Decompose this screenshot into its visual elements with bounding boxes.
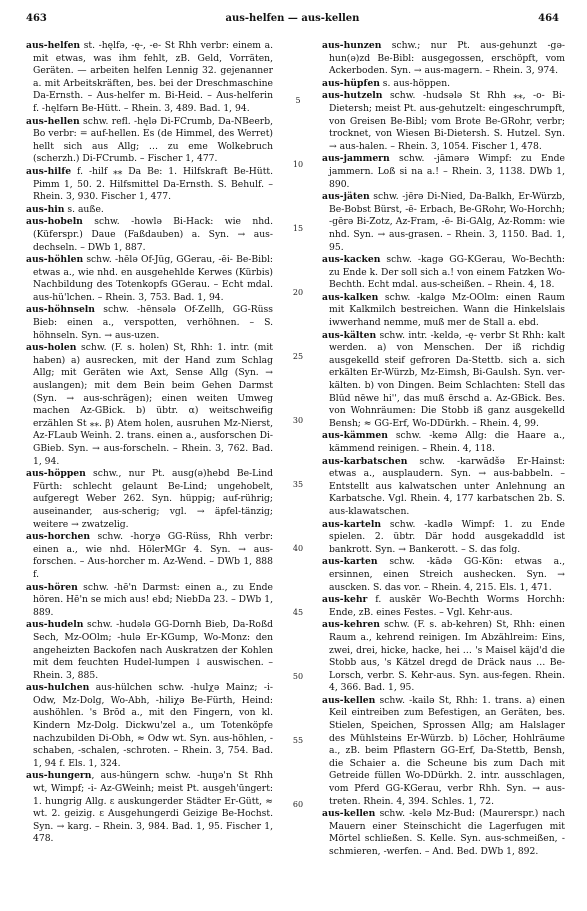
entry-body: schw. -kemə Allg: die Haare a., kämmend reinigen. – Rhein. 4, 118. [329, 430, 565, 454]
entry-body: schw. -kadlə Wimpf: 1. zu Ende spielen. 2. übtr. Där hodd ausgekaddld ist bankrott. Syn. → Bankerott. – S. das folg. [329, 518, 565, 555]
entry-headword: aus-jammern [322, 153, 390, 165]
dictionary-entry [26, 40, 273, 116]
entry-body: schw.; nur Pt. aus-gehunzt -gə-hun(ə)zd Be-Bibl: ausgegossen, erschöpft, vom Ackerboden. Syn. → aus-magern. – Rhein. 3, 974. [329, 40, 565, 77]
line-number: 60 [292, 800, 304, 809]
entry-headword: aus-höhlen [26, 254, 84, 266]
dictionary-entry [26, 342, 273, 468]
entry-headword: aus-hutzeln [322, 90, 383, 102]
entry-body: schw. (F. s. ab-kehren) St, Rhh: einen Raum a., kehrend reinigen. Im Abzählreim: Eins, zwei, drei, hicke, hacke, hei … 's Maisel käjd'd die Stobb aus, 's Kätzel dregd de Dräck naus … Be-Lorsch, verbr. S. Kehr-aus. Syn. aus-fegen. Rhein. 4, 366. Bad. 1, 95. [329, 619, 565, 694]
entry-headword: aus-hellen [26, 115, 80, 127]
line-number: 55 [292, 736, 304, 745]
entry-body: schw. -kagə GG-KGerau, Wo-Bechth: zu Ende k. Der soll sich a.! von einem Fatzken Wo-Bechth. Echt mdal. aus-scheißen. – Rhein. 4, 18. [329, 254, 565, 291]
entry-body: schw. -howlə Bi-Hack: wie nhd. (Küferspr.) Daue (Faßdauben) a. Syn. → aus-dechseln. – DWb 1, 887. [33, 216, 273, 253]
page-number-right: 464 [538, 13, 559, 24]
line-number: 25 [292, 352, 304, 361]
entry-headword: aus-karteln [322, 518, 382, 530]
entry-body: schw. -hēnsələ Of-Zellh, GG-Rüss Bieb: einen a., verspotten, verhöhnen. – S. höhnseln. Syn. → aus-uzen. [33, 304, 273, 341]
dictionary-entry [26, 582, 273, 620]
dictionary-entry [322, 153, 565, 191]
entry-headword: aus-hüpfen [322, 77, 380, 89]
entry-headword: aus-höhnseln [26, 304, 95, 316]
entry-headword: aus-kehr [322, 594, 368, 606]
page-header [26, 12, 559, 26]
entry-body: schw. -kalgə Mz-OOlm: einen Raum mit Kalkmilch bestreichen. Wann die Hinkelslais iwwerhand nemme, muß mer de Stall a. ebd. [329, 291, 565, 329]
dictionary-entry [26, 770, 273, 846]
dictionary-entry [322, 519, 565, 557]
entry-headword: aus-helfen [26, 40, 81, 51]
entry-body: schw. -hudələ GG-Dornh Bieb, Da-Roßd Sech, Mz-OOlm; -hulə Er-KGump, Wo-Monz: den angeheizten Backofen nach Auskratzen der Kohlen mit dem feuchten Hudel-lumpen ↓ auswischen. – Rhein. 3, 885. [33, 619, 273, 681]
dictionary-entry [26, 619, 273, 682]
entry-body: aus-hülchen schw. -hulχə Mainz; -i- Odw, Mz-Dolg, Wo-Abh, -hiliχə Be-Fürth, Heind: aushöhlen. 's Brōd a., mit den Fingern, von kl. Kindern Mz-Dolg. Dickwu'zel a., um Totenköpfe nachzubilden Di-Obh, ≈ Odw wt. Syn. aus-höhlen, -schaben, -schalen, -schroten. – Rhein. 3, 754. Bad. 1, 94 f. Els. 1, 324. [33, 682, 273, 769]
entry-body: , aus-hüngern schw. -huŋə'n St Rhh wt, Wimpf; -i- Az-GWeinh; meist Pt. ausgeh'ūngert: 1. hungrig Allg. ε auskungerder Städter Er-Gütt, ≈ wt. 2. geizig. ε Ausgehungerdi Geizige Be-Hochst. Syn. → karg. – Rhein. 3, 984. Bad. 1, 95. Fischer 1, 478. [33, 770, 273, 845]
entry-body: schw. -horχə GG-Rüss, Rhh verbr: einen a., wie nhd. HölerMGr 4. Syn. → aus-forschen. – Aus-horcher m. Az-Wend. – DWb 1, 888 f. [33, 531, 273, 580]
entry-body: schw. -kādə GG-Kön: etwas a., ersinnen, einen Streich aushecken. Syn. → auscken. S. das vor. – Rhein. 4, 215. Els. 1, 471. [329, 556, 565, 593]
entry-headword: aus-kellen [322, 694, 376, 706]
entry-headword: aus-kälten [322, 329, 377, 341]
entry-body: schw. intr. -keldə, -ę- verbr St Rhh: kalt werden. a) von Menschen. Der iß richdig ausgekelld steif gefroren Da-Stettb. sich a. sich erkälten Er-Würzb, Mz-Eimsh, Bi-Gaulsh. Syn. ver-kälten. b) von Dingen. Beim Schlachten: Stell das Blūd nēwe hi'', das muß ērschd a. Az-GBick. Bes. von Wohnräumen: Die Stobb iß ganz ausgekelld Bensh; ≈ GG-Erf, Wo-DDürkh. – Rhein. 4, 99. [329, 329, 565, 429]
entry-body: schw. -kelə Mz-Bud: (Maurerspr.) nach Mauern einer Steinschicht die Lagerfugen mit Mörtel schließen. S. Kelle. Syn. aus-schmeißen, -schmieren, -werfen. – And. Bed. DWb 1, 892. [329, 808, 565, 857]
entry-headword: aus-kehren [322, 619, 380, 631]
dictionary-entry [322, 695, 565, 808]
dictionary-entry [322, 90, 565, 153]
dictionary-entry [322, 556, 565, 594]
entry-body: schw. -karwādšə Er-Hainst: etwas a., ausplaudern. Syn. → aus-babbeln. – Entstellt aus kalwatschen unter Anlehnung an Karbatsche. Vgl. Rhein. 4, 177 karbatschen 2b. S. aus-klawatschen. [329, 455, 565, 517]
entry-headword: aus-hudeln [26, 619, 84, 631]
running-title: aus-helfen — aus-kellen [225, 13, 360, 24]
entry-headword: aus-höppen [26, 468, 86, 480]
entry-headword: aus-hobeln [26, 216, 83, 228]
line-number: 20 [292, 288, 304, 297]
dictionary-entry [26, 166, 273, 204]
dictionary-entry [322, 292, 565, 330]
entry-body: schw. refl. -hęlə Di-FCrumb, Da-NBeerb, Bo verbr: = auf-hellen. Es (de Himmel, des Werret) hellt sich aus Allg; … zu eme Wolkebruch (scherzh.) Di-FCrumb. – Fischer 1, 477. [33, 115, 273, 165]
line-number: 35 [292, 480, 304, 489]
line-number: 50 [292, 672, 304, 681]
dictionary-entry [322, 191, 565, 254]
dictionary-entry [322, 594, 565, 619]
line-number: 10 [292, 160, 304, 169]
entry-headword: aus-hunzen [322, 40, 382, 51]
page-number-left: 463 [26, 13, 47, 24]
dictionary-entry [26, 116, 273, 166]
dictionary-entry [322, 330, 565, 431]
entry-headword: aus-hören [26, 581, 78, 593]
entry-body: schw. -hēlə Of-Jüg, GGerau, -ēi- Be-Bibl: etwas a., wie nhd. en ausgehehlde Kerwes (Kürbis) Nachbildung des Totenkopfs GGerau. – Echt mdal. aus-hü'lchen. – Rhein. 3, 753. Bad. 1, 94. [33, 254, 273, 303]
line-number: 40 [292, 544, 304, 553]
dictionary-entry [26, 531, 273, 581]
line-number: 15 [292, 224, 304, 233]
entry-body: schw. -hē'n Darmst: einen a., zu Ende hören. Hē'n se mich aus! ebd; NiebDa 23. – DWb 1, 889. [33, 581, 273, 618]
dictionary-entry [26, 216, 273, 254]
entry-headword: aus-karbatschen [322, 455, 408, 467]
entry-headword: aus-hulchen [26, 682, 90, 694]
line-number: 45 [292, 608, 304, 617]
entry-headword: aus-kellen [322, 808, 376, 820]
entry-headword: aus-horchen [26, 531, 91, 543]
left-column [26, 40, 273, 900]
entry-body: schw. -jērə Di-Nied, Da-Balkh, Er-Würzb, Be-Bobst Bürst, -ē- Erbach, Be-GRohr, Wo-Horchh; -gērə Bi-Zotz, Az-Fram, -ē- Bi-GAlg, Az-Romm: wie nhd. Syn. → aus-grasen. – Rhein. 3, 1150. Bad. 1, 95. [329, 191, 565, 253]
dictionary-entry [322, 40, 565, 78]
entry-headword: aus-hilfe [26, 165, 72, 177]
dictionary-entry [322, 456, 565, 519]
entry-body: f. -hilf ⁎⁎ Da Be: 1. Hilfskraft Be-Hütt. Pimm 1, 50. 2. Hilfsmittel Da-Ernsth. S. Behulf. – Rhein. 3, 930. Fischer 1, 477. [33, 165, 273, 203]
entry-headword: aus-kalken [322, 291, 379, 303]
line-number: 30 [292, 416, 304, 425]
dictionary-entry [26, 254, 273, 304]
right-column [322, 40, 565, 900]
dictionary-entry [26, 304, 273, 342]
entry-headword: aus-holen [26, 342, 77, 354]
entry-headword: aus-karten [322, 556, 378, 568]
entry-body: f. auskēr Wo-Bechth Worms Horchh: Ende, zB. eines Festes. – Vgl. Kehr-aus. [329, 594, 565, 618]
entry-body: s. auße. [64, 203, 104, 215]
entry-body: schw., nur Pt. ausg(ə)hebd Be-Lind Fürth: schlecht gelaunt Be-Lind; ungehobelt, aufgeregt Weber 262. Syn. hüppig; auf-rührig; auseinander, aus-scherig; vgl. → äpfel-tänzig; weitere → zwatzelig. [33, 468, 273, 530]
entry-body: schw. -hudsələ St Rhh ⁎⁎, -o- Bi-Dietersh; meist Pt. aus-gehutzelt: eingeschrumpft, von Greisen Be-Bibl; vom Brote Be-GRohr, verbr; trocknet, von Wiesen Bi-Dietersh. S. Hutzel. Syn. → aus-halen. – Rhein. 3, 1054. Fischer 1, 478. [329, 90, 565, 152]
entry-body: st. -hęlfə, -ę-, -e- St Rhh verbr: einem a. mit etwas, was ihm fehlt, zB. Geld, Vorräten, Geräten. — arbeiten helfen Lennig 32. gejenanner a. mit Arbeitskräften, bes. bei der Dreschmaschine Da-Ernsth. – Aus-helfer m. Bi-Heid. – Aus-helferin f. -hęlfərn Be-Hütt. – Rhein. 3, 489. Bad. 1, 94. [33, 40, 273, 114]
entry-body: schw. (F. s. holen) St, Rhh: 1. intr. (mit haben) a) ausrecken, mit der Hand zum Schlag Allg; mit Geräten wie Axt, Sense Allg (Syn. → auslangen); mit dem Bein beim Gehen Darmst (Syn. → aus-schrägen); einen weiten Umweg machen Az-GBick. b) übtr. α) weitschweifig erzählen St ⁎⁎. β) Atem holen, ausruhen Mz-Nierst, Az-FLaub Weinh. 2. trans. einen a., ausforschen Di-GBieb. Syn. → aus-forscheln. – Rhein. 3, 762. Bad. 1, 94. [33, 342, 273, 467]
entry-headword: aus-hin [26, 203, 65, 215]
entry-body: schw. -jāmərə Wimpf: zu Ende jammern. Loß si na a.! – Rhein. 3, 1138. DWb 1, 890. [329, 153, 565, 190]
dictionary-entry [322, 808, 565, 858]
entry-headword: aus-hungern [26, 770, 92, 782]
dictionary-entry [26, 204, 273, 217]
dictionary-entry [322, 430, 565, 455]
entry-headword: aus-kämmen [322, 430, 388, 442]
dictionary-entry [26, 682, 273, 770]
dictionary-entry [322, 78, 565, 91]
entry-headword: aus-jäten [322, 191, 370, 203]
dictionary-entry [322, 254, 565, 292]
line-number: 5 [295, 96, 301, 105]
entry-body: schw. -kailə St, Rhh: 1. trans. a) einen Keil eintreiben zum Befestigen, an Geräten, bes. Stielen, Speichen, Sprossen Allg; am Halslager des Mühlsteins Er-Würzb. b) Löcher, Hohlräume a., zB. beim Pflastern GG-Erf, Da-Stettb, Bensh, die Schaier a. die Scheune bis zum Dach mit Getreide füllen Wo-DDürkh. 2. intr. ausschlagen, vom Pferd GG-KGerau, verbr Rhh. Syn. → aus-treten. Rhein. 4, 394. Schles. 1, 72. [329, 694, 565, 807]
entry-headword: aus-kacken [322, 254, 381, 266]
entry-body: s. aus-höppen. [379, 77, 451, 89]
line-number-gutter [283, 40, 313, 900]
dictionary-entry [322, 619, 565, 695]
dictionary-entry [26, 468, 273, 531]
